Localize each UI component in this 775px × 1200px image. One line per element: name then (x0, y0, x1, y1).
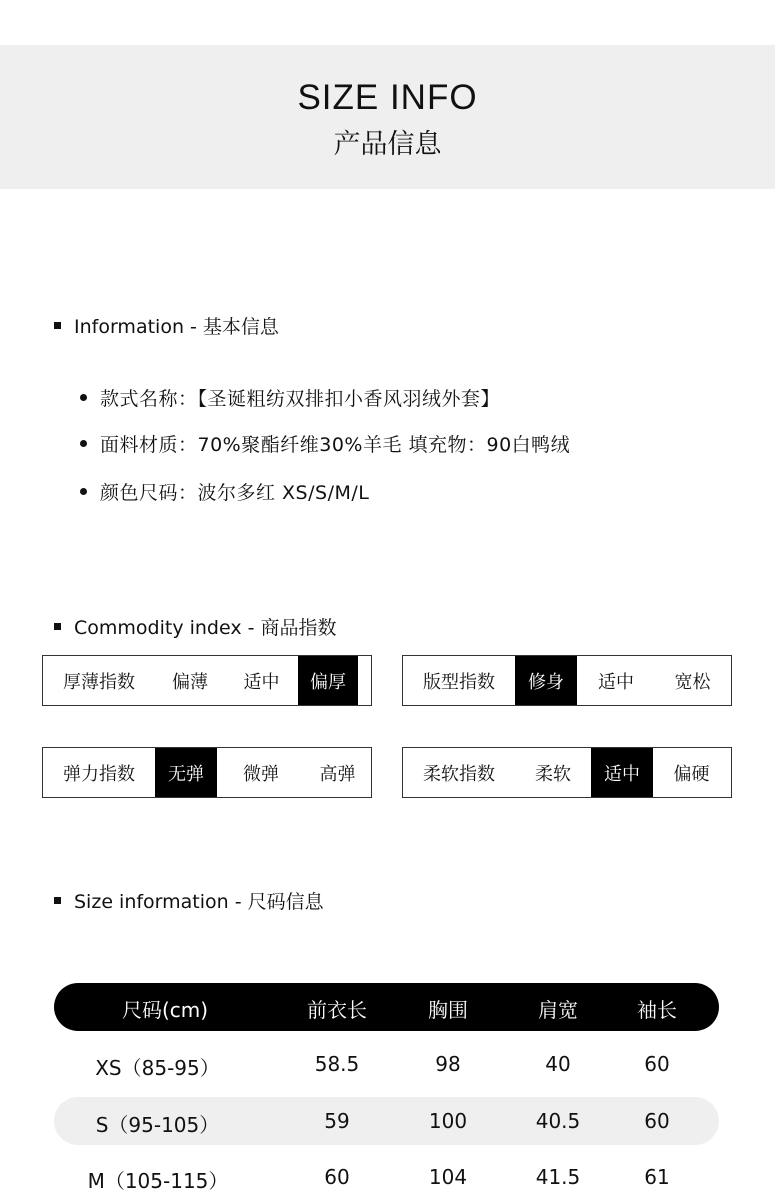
index-box (42, 655, 372, 706)
section-size-heading (54, 887, 324, 914)
column-header: 肩宽 (538, 998, 578, 1022)
table-cell: XS（85-95） (95, 1056, 220, 1080)
section-title: Information - 基本信息 (74, 316, 279, 338)
info-item-text: 款式名称：【圣诞粗纺双排扣小香风羽绒外套】 (100, 388, 501, 410)
index-label: 柔软指数 (423, 763, 495, 785)
index-option: 柔软 (535, 763, 571, 785)
table-cell: 60 (644, 1109, 670, 1133)
index-option: 偏硬 (673, 763, 710, 785)
table-cell: 60 (644, 1052, 670, 1076)
info-item (80, 430, 570, 457)
info-item-text: 面料材质：70%聚酯纤维30%羊毛 填充物：90白鸭绒 (100, 434, 571, 456)
table-cell: S（95-105） (95, 1113, 220, 1137)
index-option: 偏薄 (172, 671, 208, 693)
index-label: 弹力指数 (63, 763, 135, 785)
index-box (402, 747, 732, 798)
index-option: 适中 (591, 748, 653, 797)
section-information-heading (54, 312, 279, 339)
info-item-text: 颜色尺码：波尔多红 XS/S/M/L (100, 482, 370, 504)
table-cell: 58.5 (314, 1052, 360, 1076)
bullet-dot-icon (80, 394, 87, 401)
table-cell: M（105-115） (87, 1169, 229, 1193)
column-header: 胸围 (428, 998, 468, 1022)
table-cell: 104 (428, 1165, 468, 1189)
index-option: 适中 (243, 671, 280, 693)
index-option: 修身 (515, 656, 577, 705)
info-item (80, 478, 369, 505)
table-cell: 100 (428, 1109, 468, 1133)
index-option: 无弹 (155, 748, 217, 797)
index-box (42, 747, 372, 798)
page-subtitle: 产品信息 (333, 129, 442, 160)
column-header: 袖长 (637, 998, 677, 1022)
column-header: 尺码(cm) (121, 998, 209, 1022)
square-bullet-icon (54, 897, 61, 904)
table-cell: 41.5 (535, 1165, 581, 1189)
table-cell: 59 (324, 1109, 350, 1133)
index-box (402, 655, 732, 706)
index-label: 版型指数 (423, 671, 495, 693)
index-option: 偏厚 (298, 656, 358, 705)
table-cell: 40 (545, 1052, 571, 1076)
table-cell: 61 (644, 1165, 670, 1189)
section-commodity-heading (54, 613, 337, 640)
table-cell: 40.5 (535, 1109, 581, 1133)
index-label: 厚薄指数 (63, 671, 135, 693)
square-bullet-icon (54, 322, 61, 329)
index-option: 高弹 (319, 763, 356, 785)
column-header: 前衣长 (307, 998, 367, 1022)
index-option: 微弹 (243, 763, 279, 785)
bullet-dot-icon (80, 440, 87, 447)
index-option: 宽松 (674, 671, 711, 693)
bullet-dot-icon (80, 488, 87, 495)
table-cell: 60 (324, 1165, 350, 1189)
index-option: 适中 (598, 671, 634, 693)
section-title: Commodity index - 商品指数 (74, 617, 337, 639)
square-bullet-icon (54, 623, 61, 630)
size-table-header (54, 983, 719, 1031)
page-title: SIZE INFO (297, 78, 478, 117)
section-title: Size information - 尺码信息 (74, 891, 324, 913)
table-cell: 98 (435, 1052, 461, 1076)
info-item (80, 384, 500, 411)
